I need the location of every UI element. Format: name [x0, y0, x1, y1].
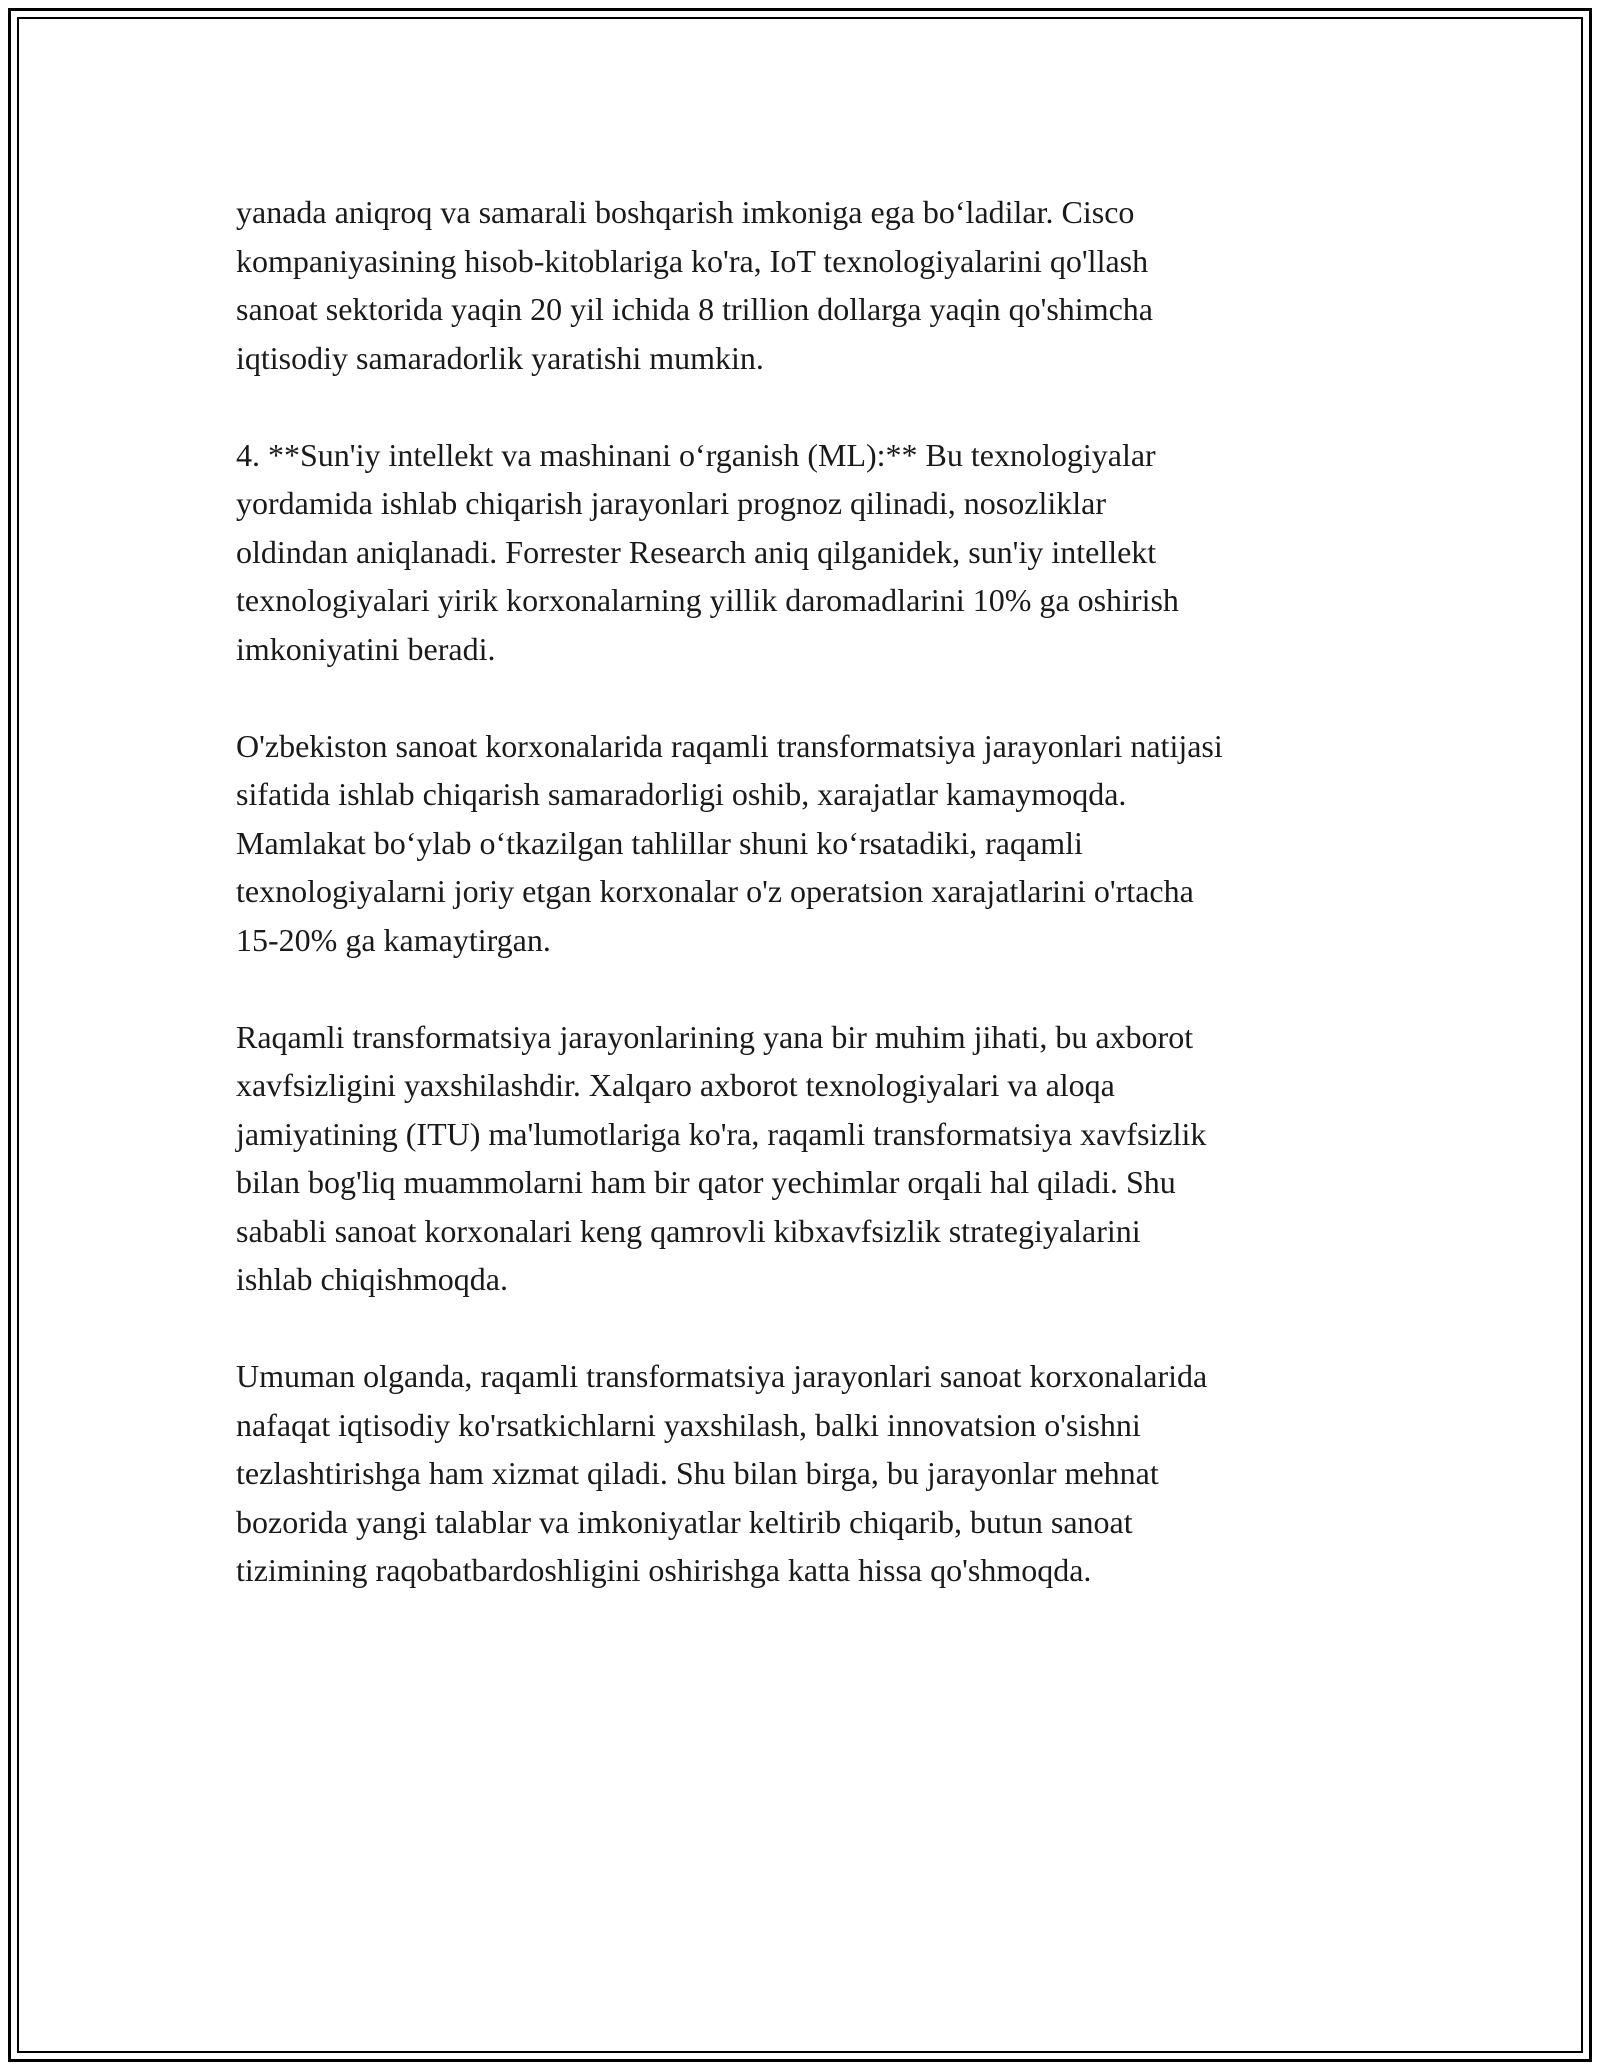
paragraph-conclusion: Umuman olganda, raqamli transformatsiya jarayonlari sanoat korxonalarida nafaqat iqtisodiy ko'rsatkichlarni yaxshilash, balki innovatsion o'sishni tezlashtirishga ham xizmat qiladi. Shu bilan birga, bu jarayonlar mehnat bozorida yangi talablar va imkoniyatlar keltirib chiqarib, butun sanoat tizimining raqobatbardoshligini oshirishga katta hissa qo'shmoqda. [236, 1358, 1208, 1588]
paragraph-ai-ml: 4. **Sun'iy intellekt va mashinani o‘rganish (ML):** Bu texnologiyalar yordamida ishlab chiqarish jarayonlari prognoz qilinadi, nosozliklar oldindan aniqlanadi. Forrester Research aniq qilganidek, sun'iy intellekt texnologiyalari yirik korxonalarning yillik daromadlarini 10% ga oshirish imkoniyatini beradi. [236, 436, 1179, 667]
document-body [236, 188, 1376, 1643]
paragraph-iot-cisco: yanada aniqroq va samarali boshqarish imkoniga ega bo‘ladilar. Cisco kompaniyasining hisob-kitoblariga ko'ra, IoT texnologiyalarini qo'llash sanoat sektorida yaqin 20 yil ichida 8 trillion dollarga yaqin qo'shimcha iqtisodiy samaradorlik yaratishi mumkin. [236, 194, 1153, 376]
paragraph-uzbekistan-costs: O'zbekiston sanoat korxonalarida raqamli transformatsiya jarayonlari natijasi sifatida ishlab chiqarish samaradorligi oshib, xarajatlar kamaymoqda. Mamlakat bo‘ylab o‘tkazilgan tahlillar shuni ko‘rsatadiki, raqamli texnologiyalarni joriy etgan korxonalar o'z operatsion xarajatlarini o'rtacha 15-20% ga kamaytirgan. [236, 727, 1223, 958]
paragraph-security: Raqamli transformatsiya jarayonlarining yana bir muhim jihati, bu axborot xavfsizligini yaxshilashdir. Xalqaro axborot texnologiyalari va aloqa jamiyatining (ITU) ma'lumotlariga ko'ra, raqamli transformatsiya xavfsizlik bilan bog'liq muammolarni ham bir qator yechimlar orqali hal qiladi. Shu sababli sanoat korxonalari keng qamrovli kibxavfsizlik strategiyalarini ishlab chiqishmoqda. [236, 1018, 1207, 1297]
